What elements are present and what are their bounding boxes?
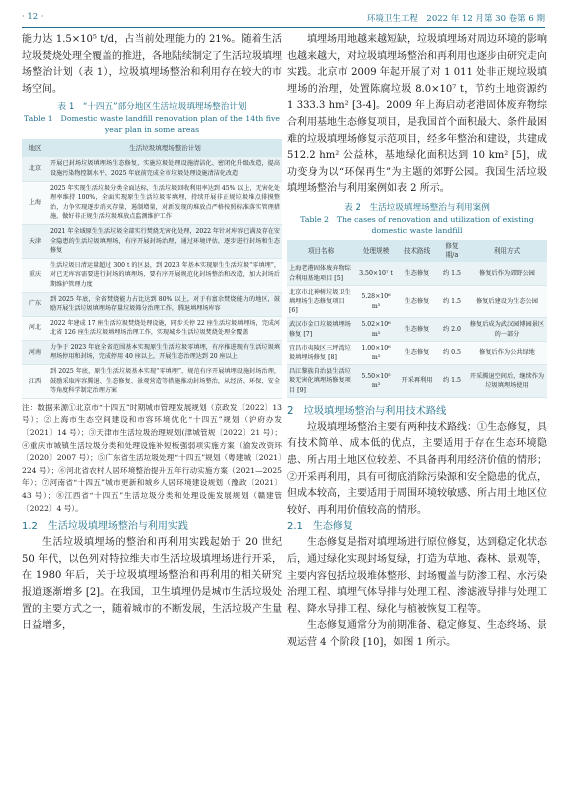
table2-cell: 约 0.5 — [437, 341, 467, 364]
journal-info: 环境卫生工程 2022 年 12 月第 30 卷第 6 期 — [366, 14, 545, 24]
table2-cell: 上海老港固体废弃物综合利用基地项目 [5] — [287, 262, 355, 285]
table2-head-name: 项目名称 — [287, 240, 355, 262]
section-1-2-paragraph: 生活垃圾填埋场的整治和再利用实践起始于 20 世纪 50 年代，以色列对特拉维夫市生活垃圾填埋场进行开采，在 1980 年后，关于垃圾填埋场整治和再利用的相关研究报道逐渐增多 [2]。在我国，卫生填埋仍是城市生活垃圾处置的主要方式之一，随着城市的不断发展，生活垃圾产生量日益增多， — [22, 537, 282, 632]
table2-cell: 生态修复 — [397, 285, 437, 318]
table-row — [22, 224, 282, 258]
table2-cell: 3.50×10⁷ t — [355, 262, 397, 285]
table2-head-use: 利用方式 — [467, 240, 547, 262]
table2-cell: 5.50×10⁵ m³ — [355, 365, 397, 398]
table2-cell: 生态修复 — [397, 318, 437, 341]
table1-plan: 到 2025 年底，原生生活垃圾基本实现“零填埋”，规范有序开展填埋设施封场治理，鼓励采取库容腾退、生态修复、景观营造等措施推动封场整治，从经济、环保、安全等角度科学制定治理方案 — [48, 365, 282, 399]
section-2-paragraph: 垃圾填埋场整治主要有两种技术路线：①生态修复，具有技术简单、成本低的优点，主要适用于存在生态环境隐患、所占用土地区位较差、不具备再利用经济价值的情形；②开采再利用，具有可彻底消除污染源和安全隐患的优点，但成本较高，主要适用于周围环境较敏感、所占用土地区位较好、再利用价值较高的情形。 — [287, 421, 547, 516]
table1-region: 天津 — [22, 224, 48, 258]
table2-cell: 修复后作为郊野公园 — [467, 262, 547, 285]
table1-head-region: 地区 — [22, 139, 48, 157]
table2-cell: 1.00×10⁶ m³ — [355, 341, 397, 364]
table2 — [287, 240, 547, 398]
table2-cell: 北京市北神树垃圾卫生填埋场生态修复项目 [6] — [287, 285, 355, 318]
table-row — [287, 341, 547, 364]
table1-caption — [22, 101, 282, 135]
table-row — [22, 258, 282, 292]
table2-cell: 5.02×10⁶ m³ — [355, 318, 397, 341]
table1-region: 上海 — [22, 181, 48, 224]
table1-region: 重庆 — [22, 258, 48, 292]
left-intro-paragraph: 能力达 1.5×10⁵ t/d，占当前处理能力的 21%。随着生活垃圾焚烧处理全覆盖的推进，各地陆续制定了生活垃圾填埋场整治计划（表 1），垃圾填埋场整治和利用存在较大的市场空间。 — [22, 34, 282, 95]
table1 — [22, 139, 282, 398]
running-header — [22, 12, 545, 28]
table1-plan: 开展已封场垃圾填埋场生态修复，实施垃圾处理设施清洁化、密闭化升级改造，提高设施污染物控制水平，2025 年底前完成全市垃圾处理设施清洁化改造 — [48, 157, 282, 181]
section-1-2-title: 1.2 生活垃圾填埋场整治与利用实践 — [22, 521, 188, 533]
section-2-1-paragraph-2: 生态修复通常分为前期准备、稳定修复、生态终场、景观运营 4 个阶段 [10]，如图 1 所示。 — [287, 620, 547, 648]
table-row — [287, 262, 547, 285]
right-intro-paragraph: 填埋场用地越来越短缺，垃圾填埋场对周边环境的影响也越来越大，对垃圾填埋场整治和再利用也逐步由研究走向实践。北京市 2009 年起开展了对 1 011 处非正规垃圾填埋场的治理，处置陈腐垃圾 8.0×10⁷ t，节约土地资源约 1 333.3 hm² [3-4]。2009 年上海启动老港固体废弃物综合利用基地生态修复项目，是我国首个面积最大、条件最困难的垃圾填埋场修复示范项目，经多年整治和建设，共建成 512.2 hm² 公益林，基地绿化面积达到 10 km² [5]，成功变身为以“环保再生”为主题的郊野公园。我国生活垃圾填埋场整治与利用案例如表 2 所示。 — [287, 34, 547, 195]
table-row — [22, 181, 282, 224]
table-row — [22, 340, 282, 364]
table2-head-period: 修复期/a — [437, 240, 467, 262]
table2-cell: 约 1.5 — [437, 365, 467, 398]
table-row — [22, 157, 282, 181]
table1-caption-cn: 表 1 “十四五”部分地区生活垃圾填埋场整治计划 — [57, 102, 247, 113]
table2-cell: 修复后作为公共绿地 — [467, 341, 547, 364]
page-number: · 12 · — [22, 12, 44, 22]
table2-cell: 开采腾退空间后，继续作为垃圾填埋场使用 — [467, 365, 547, 398]
table1-plan: 生活垃圾日清运量超过 300 t 的区县，到 2023 年基本实现原生生活垃圾“零填埋”，对已无库容需要进行封场的填埋场，要有序开展规范化封场整治和改造，加大封场后期维护管理力度 — [48, 258, 282, 292]
table2-cell: 武汉市金口垃圾填埋场修复 [7] — [287, 318, 355, 341]
table-row — [287, 365, 547, 398]
section-2-title: 2 垃圾填埋场整治与利用技术路线 — [287, 405, 447, 417]
table-row — [287, 285, 547, 318]
table1-region: 广东 — [22, 292, 48, 316]
table-row — [22, 292, 282, 316]
table2-cell: 生态修复 — [397, 262, 437, 285]
table2-caption-en: Table 2 The cases of renovation and utilization of existing domestic waste landfill — [300, 214, 534, 235]
table1-region: 河南 — [22, 340, 48, 364]
right-column — [287, 32, 547, 652]
table2-cell: 5.28×10⁶ m³ — [355, 285, 397, 318]
table1-plan: 2021 年全域原生生活垃圾全部实行焚烧无害化处理，2022 年针对库容已满及存在安全隐患的生活垃圾填埋场，有序开展封场治理，通过环境评估，逐步进行封场和生态修复 — [48, 224, 282, 258]
table2-cell: 修复后成为武汉园博园景区的一部分 — [467, 318, 547, 341]
header-rule — [22, 27, 545, 28]
table2-head-scale: 处理规模 — [355, 240, 397, 262]
table1-plan: 到 2025 年底，全省焚烧能力占比达到 80% 以上，对于有富余焚烧能力的地区，鼓励开展生活垃圾填埋场存量垃圾筛分治理工作，腾退填埋场库容 — [48, 292, 282, 316]
table1-head-plan: 生活垃圾填埋场整治计划 — [48, 139, 282, 157]
table1-region: 河北 — [22, 316, 48, 340]
table2-cell: 约 2.0 — [437, 318, 467, 341]
table1-caption-en: Table 1 Domestic waste landfill renovation plan of the 14th five year plan in some areas — [23, 114, 281, 135]
table2-head-tech: 技术路线 — [397, 240, 437, 262]
table2-cell: 生态修复 — [397, 341, 437, 364]
table-row — [287, 318, 547, 341]
table2-cell: 昌江黎族自治县生活垃圾无害化填埋场修复项目 [9] — [287, 365, 355, 398]
table2-caption — [287, 202, 547, 236]
table1-plan: 2025 年实现生活垃圾分类全面达标，生活垃圾回收利用率达到 45% 以上，无害化处理率维持 100%，全面实现原生生活垃圾零填埋，持续开展非正规垃圾堆点排摸整治，力争实现逐步消灭存量，遏制增量，对新发现的堆放点严格按照标准落实管理措施，做好非正规生活垃圾堆放点监测维护工作 — [48, 181, 282, 224]
table2-cell: 修复后建设为生态公园 — [467, 285, 547, 318]
section-2-1-paragraph-1: 生态修复是指对填埋场进行原位修复，达到稳定化状态后，通过绿化实现封场复绿，打造为草地、森林、景观等，主要内容包括垃圾堆体整形、封场覆盖与防渗工程、水污染治理工程、填埋气体导排与处理工程、渗滤液导排与处理工程、降水导排工程、绿化与植被恢复工程等。 — [287, 537, 547, 615]
table2-cell: 约 1.5 — [437, 285, 467, 318]
table1-plan: 2022 年建成 17 座生活垃圾焚烧处理设施，同步关停 22 座生活垃圾填埋场，完成河北省 126 座生活垃圾填埋场治理工作，实现城乡生活垃圾焚烧处理全覆盖 — [48, 316, 282, 340]
table1-region: 北京 — [22, 157, 48, 181]
left-column — [22, 32, 282, 635]
table1-plan: 力争于 2023 年底全省范围基本实现原生生活垃圾零填埋，有序推进现有生活垃圾填埋场停用和封场，完成停用 40 座以上，开展生态治理达到 20 座以上 — [48, 340, 282, 364]
section-2-1-title: 2.1 生态修复 — [287, 521, 353, 533]
table2-cell: 宜昌市夷陵区三坪湾垃圾填埋场修复 [8] — [287, 341, 355, 364]
table1-notes: 注：数据来源①北京市“十四五”时期城市管理发展规划（京政发〔2022〕13 号）；②上海市生态空间建设和市容环境优化“十四五”规划（沪府办发〔2021〕14 号）；③天津市生活垃圾治理规划(津城管规〔2022〕21 号）；④重庆市城镇生活垃圾分类和处理设施补短板强弱项实施方案（渝发改资环〔2020〕2007 号）；⑤广东省生活垃圾处理“十四五”规划（粤建城〔2021〕224 号）；⑥河北省农村人居环境整治提升五年行动实施方案（2021—2025 年）；⑦河南省“十四五”城市更新和城乡人居环境建设规划（豫政〔2021〕43 号）；⑧江西省“十四五”生活垃圾分类和处理设施发展规划（赣建管〔2022〕4 号）。 — [22, 402, 282, 513]
table2-cell: 约 1.5 — [437, 262, 467, 285]
table1-region: 江西 — [22, 365, 48, 399]
table-row — [22, 365, 282, 399]
table-row — [22, 316, 282, 340]
table2-cell: 开采再利用 — [397, 365, 437, 398]
table2-caption-cn: 表 2 生活垃圾填埋场整治与利用案例 — [344, 202, 490, 213]
